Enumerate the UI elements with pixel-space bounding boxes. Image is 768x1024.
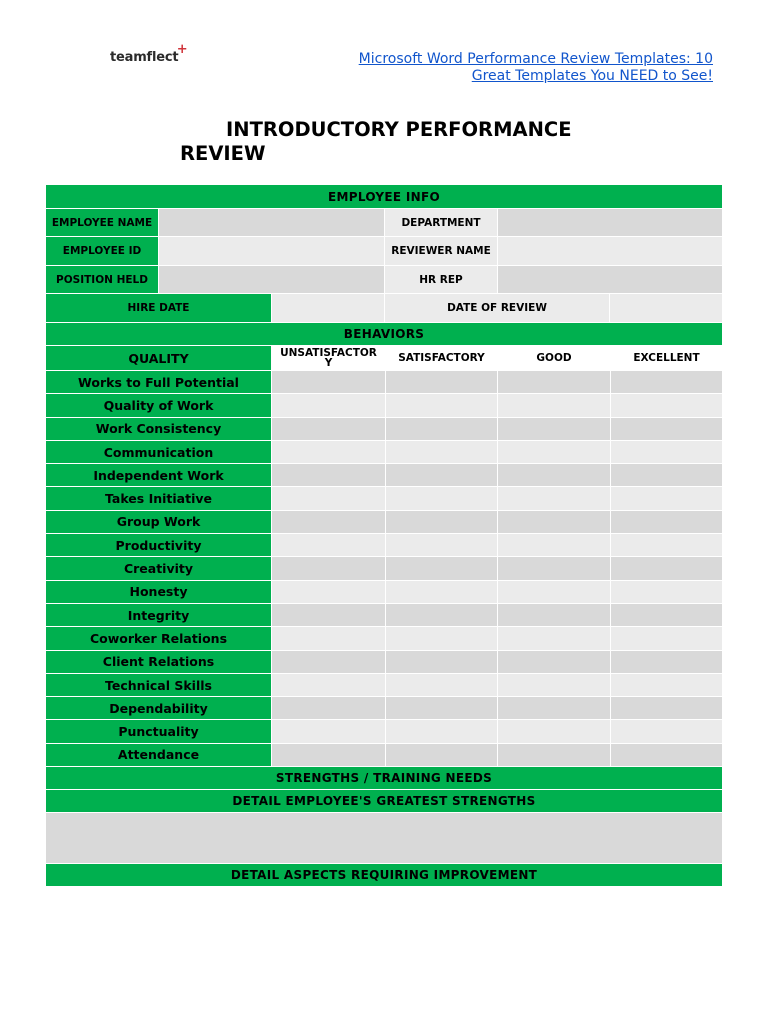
rating-cell-good[interactable]: [498, 674, 611, 697]
behavior-row: [46, 627, 723, 650]
behavior-row: [46, 441, 723, 464]
behavior-row: [46, 581, 723, 604]
rating-cell-good[interactable]: [498, 441, 611, 464]
hr-rep-label: HR REP: [385, 266, 498, 294]
greatest-strengths-field-row: [46, 813, 723, 864]
info-row-name: [46, 209, 723, 237]
rating-cell-good[interactable]: [498, 557, 611, 580]
behavior-label: Client Relations: [46, 651, 272, 674]
rating-cell-satisfactory[interactable]: [386, 627, 498, 650]
rating-cell-good[interactable]: [498, 604, 611, 627]
rating-cell-excellent[interactable]: [611, 394, 723, 417]
rating-cell-excellent[interactable]: [611, 627, 723, 650]
rating-cell-excellent[interactable]: [611, 534, 723, 557]
behavior-label: Works to Full Potential: [46, 371, 272, 394]
rating-cell-excellent[interactable]: [611, 581, 723, 604]
behavior-row: [46, 394, 723, 417]
review-form: [46, 185, 723, 887]
behavior-row: [46, 651, 723, 674]
behavior-label: Technical Skills: [46, 674, 272, 697]
employee-info-header: EMPLOYEE INFO: [46, 185, 723, 209]
behavior-row: [46, 744, 723, 767]
behavior-row: [46, 487, 723, 510]
info-row-position: [46, 266, 723, 294]
info-row-dates: [46, 294, 723, 323]
behavior-row: [46, 534, 723, 557]
templates-link[interactable]: Microsoft Word Performance Review Templates: 10 Great Templates You NEED to See!: [358, 51, 713, 84]
employee-name-label: EMPLOYEE NAME: [46, 209, 159, 237]
rating-cell-satisfactory[interactable]: [386, 744, 498, 767]
rating-cell-good[interactable]: [498, 534, 611, 557]
rating-cell-satisfactory[interactable]: [386, 441, 498, 464]
behavior-label: Quality of Work: [46, 394, 272, 417]
behavior-label: Integrity: [46, 604, 272, 627]
position-held-label: POSITION HELD: [46, 266, 159, 294]
rating-cell-satisfactory[interactable]: [386, 464, 498, 487]
behavior-label: Creativity: [46, 557, 272, 580]
behavior-label: Productivity: [46, 534, 272, 557]
position-held-field[interactable]: [159, 266, 385, 294]
rating-cell-unsatisfactory[interactable]: [272, 674, 386, 697]
rating-cell-unsatisfactory[interactable]: [272, 557, 386, 580]
rating-cell-unsatisfactory[interactable]: [272, 464, 386, 487]
behavior-label: Honesty: [46, 581, 272, 604]
page-title: [180, 118, 600, 166]
behavior-rows: [46, 371, 723, 767]
behaviors-column-row: [46, 346, 723, 371]
column-header-satisfactory: SATISFACTORY: [386, 346, 498, 371]
hire-date-label: HIRE DATE: [46, 294, 272, 323]
reviewer-name-field[interactable]: [498, 237, 723, 266]
rating-cell-unsatisfactory[interactable]: [272, 371, 386, 394]
behavior-row: [46, 464, 723, 487]
behavior-row: [46, 674, 723, 697]
behavior-label: Takes Initiative: [46, 487, 272, 510]
rating-cell-good[interactable]: [498, 371, 611, 394]
rating-cell-satisfactory[interactable]: [386, 487, 498, 510]
title-line-2: REVIEW: [180, 142, 266, 165]
behavior-label: Independent Work: [46, 464, 272, 487]
behavior-row: [46, 418, 723, 441]
info-row-id: [46, 237, 723, 266]
behavior-row: [46, 557, 723, 580]
rating-cell-unsatisfactory[interactable]: [272, 534, 386, 557]
rating-cell-good[interactable]: [498, 581, 611, 604]
improvement-header: DETAIL ASPECTS REQUIRING IMPROVEMENT: [46, 864, 723, 887]
rating-cell-satisfactory[interactable]: [386, 534, 498, 557]
rating-cell-unsatisfactory[interactable]: [272, 394, 386, 417]
rating-cell-unsatisfactory[interactable]: [272, 627, 386, 650]
rating-cell-good[interactable]: [498, 720, 611, 743]
rating-cell-excellent[interactable]: [611, 371, 723, 394]
behavior-label: Punctuality: [46, 720, 272, 743]
logo-plus-icon: +: [176, 42, 188, 57]
employee-name-field[interactable]: [159, 209, 385, 237]
department-label: DEPARTMENT: [385, 209, 498, 237]
hire-date-field[interactable]: [272, 294, 385, 323]
rating-cell-excellent[interactable]: [611, 604, 723, 627]
rating-cell-good[interactable]: [498, 418, 611, 441]
employee-id-label: EMPLOYEE ID: [46, 237, 159, 266]
rating-cell-satisfactory[interactable]: [386, 557, 498, 580]
rating-cell-unsatisfactory[interactable]: [272, 744, 386, 767]
employee-id-field[interactable]: [159, 237, 385, 266]
behavior-label: Communication: [46, 441, 272, 464]
rating-cell-excellent[interactable]: [611, 487, 723, 510]
rating-cell-unsatisfactory[interactable]: [272, 697, 386, 720]
behavior-row: [46, 371, 723, 394]
rating-cell-satisfactory[interactable]: [386, 394, 498, 417]
rating-cell-excellent[interactable]: [611, 651, 723, 674]
column-header-good: GOOD: [498, 346, 611, 371]
rating-cell-unsatisfactory[interactable]: [272, 651, 386, 674]
rating-cell-excellent[interactable]: [611, 557, 723, 580]
rating-cell-excellent[interactable]: [611, 697, 723, 720]
employee-info-header-row: [46, 185, 723, 209]
rating-cell-excellent[interactable]: [611, 720, 723, 743]
column-header-unsatisfactory: UNSATISFACTORY: [272, 346, 386, 371]
rating-cell-unsatisfactory[interactable]: [272, 487, 386, 510]
rating-cell-satisfactory[interactable]: [386, 371, 498, 394]
rating-cell-excellent[interactable]: [611, 464, 723, 487]
rating-cell-unsatisfactory[interactable]: [272, 441, 386, 464]
rating-cell-good[interactable]: [498, 627, 611, 650]
rating-cell-excellent[interactable]: [611, 511, 723, 534]
rating-cell-satisfactory[interactable]: [386, 418, 498, 441]
rating-cell-unsatisfactory[interactable]: [272, 418, 386, 441]
behavior-label: Work Consistency: [46, 418, 272, 441]
rating-cell-satisfactory[interactable]: [386, 720, 498, 743]
rating-cell-satisfactory[interactable]: [386, 581, 498, 604]
rating-cell-good[interactable]: [498, 487, 611, 510]
rating-cell-excellent[interactable]: [611, 418, 723, 441]
rating-cell-good[interactable]: [498, 394, 611, 417]
behavior-row: [46, 697, 723, 720]
rating-cell-unsatisfactory[interactable]: [272, 720, 386, 743]
date-of-review-label: DATE OF REVIEW: [385, 294, 610, 323]
rating-cell-good[interactable]: [498, 651, 611, 674]
greatest-strengths-row: [46, 790, 723, 813]
behavior-row: [46, 511, 723, 534]
rating-cell-excellent[interactable]: [611, 441, 723, 464]
behavior-row: [46, 720, 723, 743]
rating-cell-satisfactory[interactable]: [386, 511, 498, 534]
behavior-label: Group Work: [46, 511, 272, 534]
department-field[interactable]: [498, 209, 723, 237]
logo-text: teamflect: [110, 50, 179, 65]
rating-cell-satisfactory[interactable]: [386, 604, 498, 627]
strengths-header: STRENGTHS / TRAINING NEEDS: [46, 767, 723, 790]
column-header-excellent: EXCELLENT: [611, 346, 723, 371]
hr-rep-field[interactable]: [498, 266, 723, 294]
rating-cell-good[interactable]: [498, 744, 611, 767]
behaviors-header-row: [46, 323, 723, 346]
title-line-1: INTRODUCTORY PERFORMANCE: [226, 118, 572, 141]
improvement-row: [46, 864, 723, 887]
rating-cell-satisfactory[interactable]: [386, 674, 498, 697]
behavior-label: Dependability: [46, 697, 272, 720]
rating-cell-excellent[interactable]: [611, 744, 723, 767]
behavior-label: Coworker Relations: [46, 627, 272, 650]
rating-cell-good[interactable]: [498, 697, 611, 720]
greatest-strengths-header: DETAIL EMPLOYEE'S GREATEST STRENGTHS: [46, 790, 723, 813]
rating-cell-unsatisfactory[interactable]: [272, 511, 386, 534]
rating-cell-satisfactory[interactable]: [386, 697, 498, 720]
greatest-strengths-field[interactable]: [46, 813, 723, 864]
rating-cell-good[interactable]: [498, 464, 611, 487]
date-of-review-field[interactable]: [610, 294, 723, 323]
strengths-header-row: [46, 767, 723, 790]
rating-cell-satisfactory[interactable]: [386, 651, 498, 674]
rating-cell-unsatisfactory[interactable]: [272, 581, 386, 604]
rating-cell-excellent[interactable]: [611, 674, 723, 697]
reviewer-name-label: REVIEWER NAME: [385, 237, 498, 266]
behavior-label: Attendance: [46, 744, 272, 767]
behavior-row: [46, 604, 723, 627]
rating-cell-unsatisfactory[interactable]: [272, 604, 386, 627]
rating-cell-good[interactable]: [498, 511, 611, 534]
teamflect-logo: [110, 42, 188, 65]
behaviors-header: BEHAVIORS: [46, 323, 723, 346]
quality-label: QUALITY: [46, 346, 272, 371]
